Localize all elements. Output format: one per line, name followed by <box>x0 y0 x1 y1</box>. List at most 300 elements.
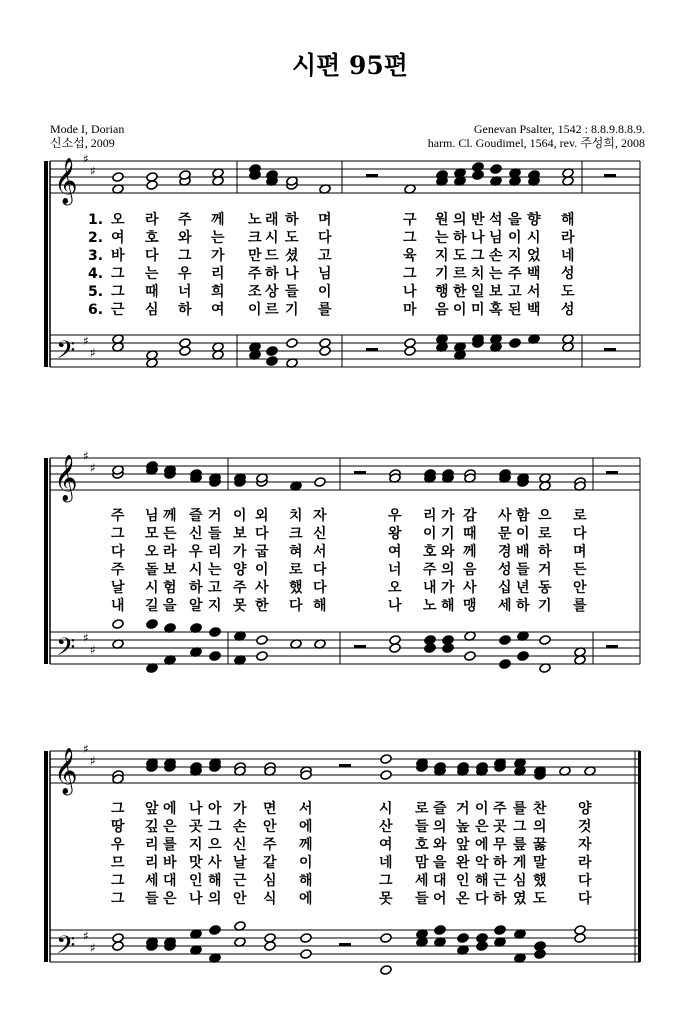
lyric-syllable: 였 <box>513 891 527 907</box>
lyric-syllable: 했 <box>533 873 547 889</box>
lyric-syllable: 라 <box>163 544 177 560</box>
lyric-syllable: 앞 <box>456 837 470 853</box>
lyric-syllable: 곳 <box>189 819 203 835</box>
lyric-syllable: 래 <box>265 212 279 228</box>
lyric-syllable: 해 <box>299 873 313 889</box>
lyric-syllable: 십 <box>498 580 512 596</box>
lyric-syllable: 에 <box>163 801 177 817</box>
lyric-syllable: 그 <box>403 266 417 282</box>
half-note <box>264 941 276 952</box>
lyric-syllable: 도 <box>285 230 299 246</box>
lyric-syllable: 셨 <box>285 248 299 264</box>
lyric-syllable: 길 <box>145 598 159 614</box>
lyric-syllable: 세 <box>498 598 512 614</box>
half-note <box>146 172 158 183</box>
lyric-syllable: 서 <box>313 544 327 560</box>
lyric-syllable: 굽 <box>255 544 269 560</box>
lyric-syllable: 산 <box>379 819 393 835</box>
half-note <box>319 338 331 349</box>
treble-clef-icon: 𝄞 <box>54 158 78 204</box>
lyric-syllable: 지 <box>208 598 222 614</box>
quarter-note <box>472 162 484 173</box>
lyric-syllable: 해 <box>475 873 489 889</box>
half-rest <box>339 764 351 767</box>
lyric-syllable: 의 <box>533 819 547 835</box>
sharp-icon: ♯ <box>83 334 89 348</box>
lyric-syllable: 치 <box>471 266 485 282</box>
lyric-syllable: 거 <box>538 562 552 578</box>
lyric-syllable: 의 <box>433 819 447 835</box>
lyric-syllable: 하 <box>265 266 279 282</box>
quarter-note <box>534 949 546 960</box>
lyric-syllable: 땅 <box>111 819 125 835</box>
quarter-note <box>509 338 521 349</box>
lyric-syllable: 해 <box>441 598 455 614</box>
lyric-syllable: 며 <box>573 544 587 560</box>
lyric-syllable: 와 <box>178 230 192 246</box>
verse-number: 1. <box>88 212 104 228</box>
lyric-syllable: 반 <box>471 212 485 228</box>
half-note <box>112 941 124 952</box>
lyric-syllable: 혀 <box>289 544 303 560</box>
lyric-syllable: 그 <box>111 801 125 817</box>
sharp-icon: ♯ <box>90 643 96 657</box>
lyric-syllable: 미 <box>471 302 485 318</box>
lyric-syllable: 양 <box>578 801 592 817</box>
lyric-syllable: 여 <box>379 837 393 853</box>
lyric-syllable: 했 <box>289 580 303 596</box>
translator-text: 신소섭, 2009 <box>50 136 115 150</box>
lyric-syllable: 맛 <box>189 855 203 871</box>
lyric-syllable: 동 <box>538 580 552 596</box>
sharp-icon: ♯ <box>90 164 96 178</box>
lyric-syllable: 왕 <box>388 526 402 542</box>
lyric-syllable: 리 <box>211 266 225 282</box>
lyric-syllable: 험 <box>163 580 177 596</box>
lyric-syllable: 님 <box>145 508 159 524</box>
lyric-syllable: 나 <box>388 598 402 614</box>
lyric-syllable: 며 <box>318 212 332 228</box>
lyric-syllable: 나 <box>285 266 299 282</box>
lyric-syllable: 오 <box>145 544 159 560</box>
lyric-syllable: 다 <box>313 580 327 596</box>
quarter-note <box>146 619 158 630</box>
half-note <box>112 619 124 630</box>
lyric-syllable: 호 <box>415 837 429 853</box>
lyric-syllable: 백 <box>527 266 541 282</box>
lyric-syllable: 신 <box>233 837 247 853</box>
lyric-syllable: 이 <box>255 562 269 578</box>
lyric-syllable: 크 <box>248 230 262 246</box>
lyric-syllable: 께 <box>463 544 477 560</box>
lyric-syllable: 나 <box>189 891 203 907</box>
lyric-syllable: 찬 <box>533 801 547 817</box>
half-rest <box>604 174 616 177</box>
lyric-syllable: 하 <box>453 230 467 246</box>
sharp-icon: ♯ <box>83 449 89 463</box>
lyric-syllable: 지 <box>189 837 203 853</box>
lyric-syllable: 즐 <box>189 508 203 524</box>
lyric-syllable: 양 <box>233 562 247 578</box>
lyric-syllable: 에 <box>299 819 313 835</box>
lyric-syllable: 손 <box>233 819 247 835</box>
lyric-syllable: 그 <box>111 526 125 542</box>
lyric-syllable: 세 <box>415 873 429 889</box>
lyric-syllable: 조 <box>248 284 262 300</box>
lyric-syllable: 도 <box>533 891 547 907</box>
lyric-syllable: 시 <box>145 580 159 596</box>
lyric-syllable: 즐 <box>433 801 447 817</box>
half-note <box>300 933 312 944</box>
half-note <box>314 477 326 488</box>
lyric-syllable: 그 <box>111 873 125 889</box>
lyric-syllable: 행 <box>435 284 449 300</box>
lyric-syllable: 나 <box>189 801 203 817</box>
lyric-syllable: 은 <box>163 891 177 907</box>
half-rest <box>339 943 351 946</box>
quarter-note <box>209 627 221 638</box>
lyric-syllable: 경 <box>498 544 512 560</box>
lyric-syllable: 는 <box>435 230 449 246</box>
lyric-syllable: 여 <box>111 230 125 246</box>
sharp-icon: ♯ <box>90 346 96 360</box>
lyric-syllable: 으 <box>538 508 552 524</box>
lyric-syllable: 들 <box>208 526 222 542</box>
lyric-syllable: 때 <box>463 526 477 542</box>
lyric-syllable: 을 <box>508 212 522 228</box>
lyric-syllable: 맹 <box>463 598 477 614</box>
verse-number: 2. <box>88 230 104 246</box>
lyric-syllable: 노 <box>423 598 437 614</box>
lyric-syllable: 주 <box>423 562 437 578</box>
lyric-syllable: 우 <box>111 837 125 853</box>
half-note <box>286 338 298 349</box>
lyric-syllable: 마 <box>403 302 417 318</box>
lyric-syllable: 들 <box>516 562 530 578</box>
lyric-syllable: 도 <box>453 248 467 264</box>
verse-number: 4. <box>88 266 104 282</box>
lyric-syllable: 온 <box>456 891 470 907</box>
lyric-syllable: 근 <box>493 873 507 889</box>
half-note <box>256 635 268 646</box>
lyric-syllable: 인 <box>189 873 203 889</box>
lyric-syllable: 기 <box>538 598 552 614</box>
lyric-syllable: 날 <box>233 855 247 871</box>
lyric-syllable: 든 <box>163 526 177 542</box>
lyric-syllable: 이 <box>233 508 247 524</box>
lyric-syllable: 그 <box>471 248 485 264</box>
lyric-syllable: 근 <box>111 302 125 318</box>
lyric-syllable: 크 <box>289 526 303 542</box>
lyric-syllable: 년 <box>516 580 530 596</box>
lyric-syllable: 주 <box>111 562 125 578</box>
lyric-syllable: 의 <box>453 212 467 228</box>
lyric-syllable: 나 <box>471 230 485 246</box>
lyric-syllable: 께 <box>163 508 177 524</box>
lyric-syllable: 못 <box>233 598 247 614</box>
lyric-syllable: 이 <box>453 302 467 318</box>
lyric-syllable: 날 <box>111 580 125 596</box>
lyric-syllable: 무 <box>493 837 507 853</box>
lyric-syllable: 이 <box>423 526 437 542</box>
lyric-syllable: 우 <box>388 508 402 524</box>
lyric-syllable: 은 <box>163 819 177 835</box>
lyric-syllable: 다 <box>289 598 303 614</box>
lyric-syllable: 시 <box>379 801 393 817</box>
lyric-syllable: 하 <box>493 891 507 907</box>
lyric-syllable: 으 <box>208 837 222 853</box>
lyric-syllable: 신 <box>313 526 327 542</box>
lyric-syllable: 너 <box>178 284 192 300</box>
quarter-note <box>517 651 529 662</box>
lyric-syllable: 와 <box>433 837 447 853</box>
quarter-note <box>490 164 502 175</box>
quarter-note <box>442 643 454 654</box>
lyric-syllable: 이 <box>299 855 313 871</box>
page-title: 시편 95편 <box>292 51 408 80</box>
lyric-syllable: 근 <box>233 873 247 889</box>
lyric-syllable: 해 <box>208 873 222 889</box>
half-note <box>539 635 551 646</box>
quarter-note <box>266 356 278 367</box>
lyric-syllable: 면 <box>263 801 277 817</box>
lyric-syllable: 그 <box>513 819 527 835</box>
lyric-syllable: 기 <box>435 266 449 282</box>
quarter-note <box>476 941 488 952</box>
lyric-syllable: 노 <box>248 212 262 228</box>
lyric-syllable: 보 <box>233 526 247 542</box>
quarter-note <box>494 925 506 936</box>
lyric-syllable: 거 <box>208 508 222 524</box>
lyric-syllable: 대 <box>163 873 177 889</box>
lyric-syllable: 못 <box>379 891 393 907</box>
verse-number: 6. <box>88 302 104 318</box>
lyric-syllable: 서 <box>299 801 313 817</box>
lyric-syllable: 주 <box>111 508 125 524</box>
lyric-syllable: 성 <box>561 302 575 318</box>
lyric-syllable: 말 <box>533 855 547 871</box>
final-barline-thick <box>638 751 641 962</box>
sharp-icon: ♯ <box>83 152 89 166</box>
lyric-syllable: 시 <box>265 230 279 246</box>
lyric-syllable: 보 <box>489 284 503 300</box>
half-rest <box>604 348 616 351</box>
lyric-syllable: 릎 <box>513 837 527 853</box>
lyric-syllable: 배 <box>516 544 530 560</box>
lyric-syllable: 그 <box>111 266 125 282</box>
lyric-syllable: 도 <box>561 284 575 300</box>
lyric-syllable: 바 <box>111 248 125 264</box>
quarter-note <box>499 659 511 670</box>
lyric-syllable: 한 <box>453 284 467 300</box>
lyric-syllable: 만 <box>248 248 262 264</box>
lyric-syllable: 어 <box>433 891 447 907</box>
quarter-note <box>209 651 221 662</box>
lyric-syllable: 돌 <box>145 562 159 578</box>
lyric-syllable: 백 <box>527 302 541 318</box>
lyric-syllable: 한 <box>255 598 269 614</box>
lyric-syllable: 사 <box>463 580 477 596</box>
lyric-syllable: 네 <box>379 855 393 871</box>
lyric-syllable: 다 <box>578 891 592 907</box>
half-note <box>404 338 416 349</box>
lyric-syllable: 다 <box>475 891 489 907</box>
half-note <box>380 770 392 781</box>
quarter-note <box>434 925 446 936</box>
lyric-syllable: 우 <box>189 544 203 560</box>
lyric-syllable: 을 <box>433 855 447 871</box>
lyric-syllable: 여 <box>211 302 225 318</box>
lyric-syllable: 사 <box>255 580 269 596</box>
lyric-syllable: 리 <box>145 837 159 853</box>
lyric-syllable: 높 <box>456 819 470 835</box>
lyric-syllable: 하 <box>285 212 299 228</box>
half-rest <box>606 645 618 648</box>
lyric-syllable: 께 <box>299 837 313 853</box>
lyric-syllable: 께 <box>211 212 225 228</box>
lyric-syllable: 다 <box>145 248 159 264</box>
system-bracket <box>44 161 48 367</box>
lyric-syllable: 서 <box>527 284 541 300</box>
lyric-syllable: 라 <box>578 855 592 871</box>
lyric-syllable: 주 <box>248 266 262 282</box>
lyric-syllable: 심 <box>513 873 527 889</box>
lyric-syllable: 는 <box>145 266 159 282</box>
half-rest <box>354 645 366 648</box>
lyric-syllable: 고 <box>208 580 222 596</box>
lyric-syllable: 를 <box>573 598 587 614</box>
lyric-syllable: 그 <box>111 284 125 300</box>
lyric-syllable: 된 <box>508 302 522 318</box>
lyric-syllable: 나 <box>403 284 417 300</box>
lyric-syllable: 감 <box>463 508 477 524</box>
lyric-syllable: 에 <box>299 891 313 907</box>
bass-clef-icon: 𝄢 <box>56 336 76 371</box>
lyric-syllable: 들 <box>145 891 159 907</box>
lyric-syllable: 다 <box>318 230 332 246</box>
lyric-syllable: 심 <box>263 873 277 889</box>
lyric-syllable: 로 <box>289 562 303 578</box>
lyric-syllable: 일 <box>471 284 485 300</box>
lyric-syllable: 완 <box>456 855 470 871</box>
lyric-syllable: 성 <box>561 266 575 282</box>
lyric-syllable: 향 <box>527 212 541 228</box>
lyric-syllable: 주 <box>493 801 507 817</box>
lyric-syllable: 들 <box>285 284 299 300</box>
half-note <box>179 346 191 357</box>
quarter-note <box>457 933 469 944</box>
lyric-syllable: 호 <box>145 230 159 246</box>
bass-clef-icon: 𝄢 <box>56 931 76 966</box>
lyric-syllable: 라 <box>145 212 159 228</box>
lyric-syllable: 는 <box>211 230 225 246</box>
lyric-syllable: 하 <box>178 302 192 318</box>
lyric-syllable: 아 <box>208 801 222 817</box>
lyric-syllable: 들 <box>415 819 429 835</box>
treble-clef-icon: 𝄞 <box>54 748 78 794</box>
quarter-note <box>424 643 436 654</box>
lyric-syllable: 하 <box>538 544 552 560</box>
half-rest <box>606 471 618 474</box>
half-rest <box>366 174 378 177</box>
lyric-syllable: 내 <box>423 580 437 596</box>
lyric-syllable: 기 <box>285 302 299 318</box>
lyric-syllable: 희 <box>211 284 225 300</box>
lyric-syllable: 이 <box>318 284 332 300</box>
half-note <box>389 643 401 654</box>
lyric-syllable: 손 <box>489 248 503 264</box>
lyric-syllable: 맘 <box>415 855 429 871</box>
lyric-syllable: 기 <box>441 526 455 542</box>
lyric-syllable: 그 <box>208 819 222 835</box>
lyric-syllable: 식 <box>263 891 277 907</box>
system-bracket <box>44 458 48 664</box>
lyric-syllable: 를 <box>163 837 177 853</box>
lyric-syllable: 안 <box>573 580 587 596</box>
lyric-syllable: 르 <box>453 266 467 282</box>
lyric-syllable: 음 <box>435 302 449 318</box>
lyric-syllable: 음 <box>463 562 477 578</box>
lyric-syllable: 르 <box>265 302 279 318</box>
half-rest <box>366 348 378 351</box>
lyric-syllable: 그 <box>379 873 393 889</box>
lyric-syllable: 자 <box>313 508 327 524</box>
lyric-syllable: 문 <box>498 526 512 542</box>
lyric-syllable: 이 <box>516 526 530 542</box>
lyric-syllable: 의 <box>441 562 455 578</box>
lyric-syllable: 치 <box>289 508 303 524</box>
verse-number: 3. <box>88 248 104 264</box>
half-rest <box>354 471 366 474</box>
lyric-syllable: 드 <box>265 248 279 264</box>
lyric-syllable: 악 <box>475 855 489 871</box>
lyric-syllable: 것 <box>578 819 592 835</box>
lyric-syllable: 로 <box>415 801 429 817</box>
harmony-text: harm. Cl. Goudimel, 1564, rev. 주성희, 2008 <box>427 136 645 150</box>
lyric-syllable: 육 <box>403 248 417 264</box>
half-note <box>112 172 124 183</box>
system-bracket <box>44 751 48 962</box>
lyric-syllable: 므 <box>111 855 125 871</box>
lyric-syllable: 주 <box>508 266 522 282</box>
lyric-syllable: 하 <box>189 580 203 596</box>
lyric-syllable: 거 <box>456 801 470 817</box>
lyric-syllable: 든 <box>573 562 587 578</box>
lyric-syllable: 구 <box>403 212 417 228</box>
lyric-syllable: 오 <box>111 212 125 228</box>
lyric-syllable: 네 <box>561 248 575 264</box>
lyric-syllable: 주 <box>263 837 277 853</box>
lyric-syllable: 를 <box>513 801 527 817</box>
lyric-syllable: 곳 <box>493 819 507 835</box>
lyric-syllable: 호 <box>423 544 437 560</box>
lyric-syllable: 심 <box>145 302 159 318</box>
lyric-syllable: 원 <box>435 212 449 228</box>
bass-clef-icon: 𝄢 <box>56 633 76 668</box>
lyric-syllable: 꿇 <box>533 837 547 853</box>
lyric-syllable: 그 <box>403 230 417 246</box>
lyric-syllable: 때 <box>145 284 159 300</box>
lyric-syllable: 시 <box>189 562 203 578</box>
lyric-syllable: 로 <box>573 508 587 524</box>
lyric-syllable: 대 <box>433 873 447 889</box>
lyric-syllable: 고 <box>318 248 332 264</box>
lyric-syllable: 다 <box>111 544 125 560</box>
lyric-syllable: 신 <box>189 526 203 542</box>
lyric-syllable: 시 <box>527 230 541 246</box>
lyric-syllable: 리 <box>208 544 222 560</box>
lyric-syllable: 를 <box>318 302 332 318</box>
